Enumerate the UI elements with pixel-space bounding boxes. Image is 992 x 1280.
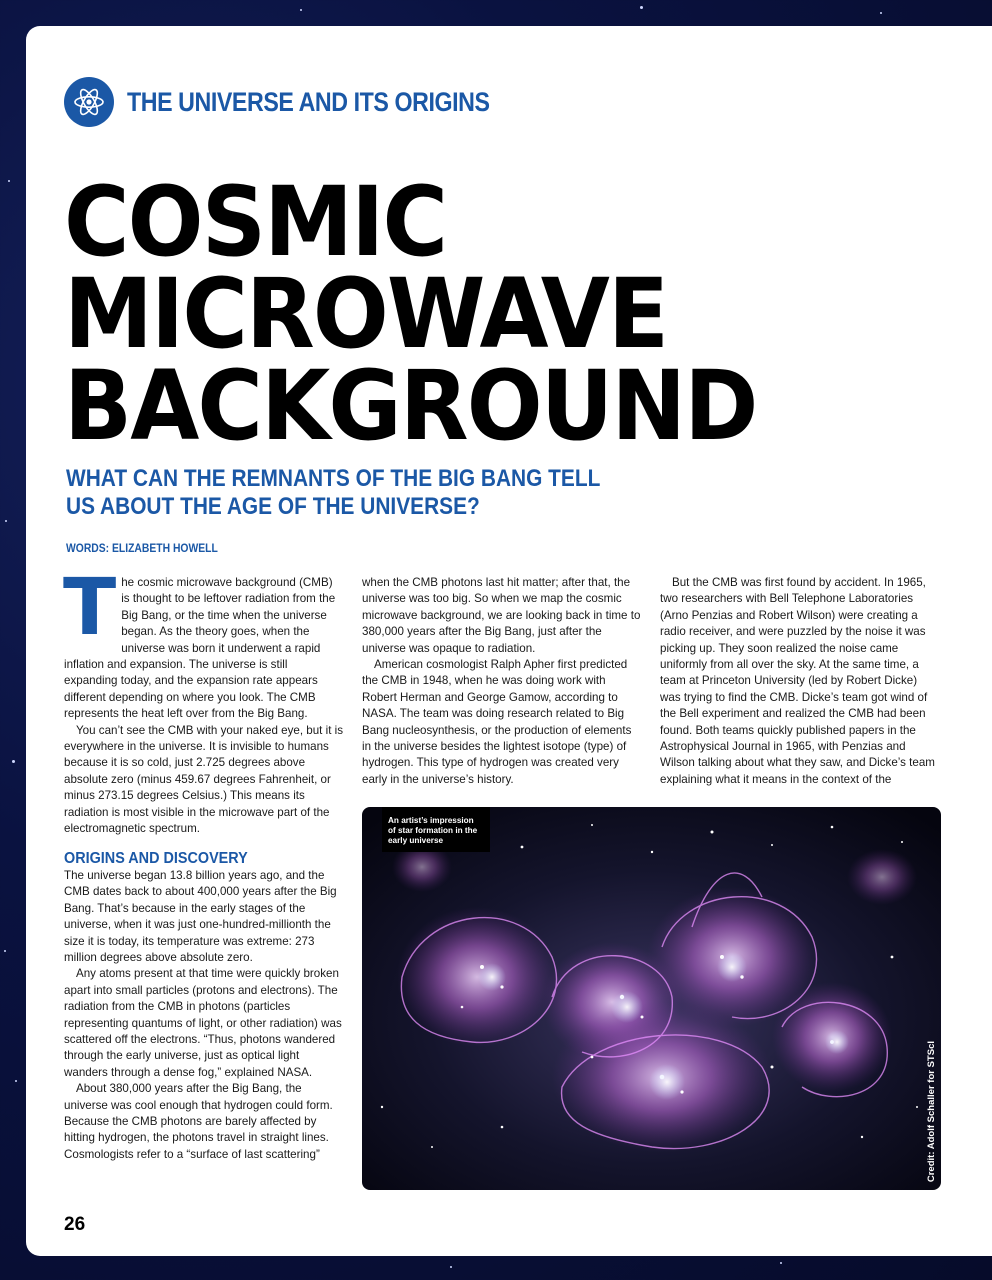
star-formation-image [362, 807, 941, 1190]
article-paragraph: You can’t see the CMB with your naked eye, but it is everywhere in the universe. It is invisible to humans because it is so cold, just 2.725 degrees above absolute zero (minus 459.67 degrees Fahrenheit, or minus 273.15 degrees Celsius.) This means its radiation is most visible in the microwave part of the electromagnetic spectrum. [64, 723, 344, 836]
byline: WORDS: ELIZABETH HOWELL [66, 543, 218, 555]
standfirst: WHAT CAN THE REMNANTS OF THE BIG BANG TELL US ABOUT THE AGE OF THE UNIVERSE? [66, 465, 600, 520]
image-caption: An artist’s impression of star formation in the early universe [382, 807, 490, 852]
article-column-2 [362, 575, 642, 788]
article-column-3 [660, 575, 940, 788]
article-paragraph: Any atoms present at that time were quickly broken apart into small particles (protons and electrons). The radiation from the CMB in photons (particles representing quantums of light, or other radiation) was scattered off the electrons. “Thus, photons wandered through the early universe, just as optical light wanders through a dense fog,” explained NASA. [64, 967, 342, 1079]
article-paragraph: But the CMB was first found by accident. In 1965, two researchers with Bell Telephone Laboratories (Arno Penzias and Robert Wilson) were creating a radio receiver, and were puzzled by the noise it was picking up. They soon realized the noise came uniformly from all over the sky. At the same time, a team at Princeton University (led by Robert Dicke) was trying to find the CMB. Dicke’s team got wind of the Bell experiment and realized the CMB had been found. Both teams quickly published papers in the Astrophysical Journal in 1965, with Penzias and Wilson talking about what they saw, and Dicke’s team explaining what it means in the context of the [660, 576, 935, 786]
headline-line-1: COSMIC [64, 166, 447, 278]
article-column-1 [63, 563, 344, 1163]
drop-cap: T [63, 563, 117, 653]
atom-icon [64, 77, 114, 127]
article-paragraph: when the CMB photons last hit matter; after that, the universe was too big. So when we map the cosmic microwave background, we are looking back in time to 380,000 years after the Big Bang, just after the universe was opaque to radiation. [362, 576, 641, 655]
headline [64, 166, 757, 462]
image-credit: Credit: Adolf Schaller for STScI [926, 1040, 937, 1182]
subheading: ORIGINS AND DISCOVERY [64, 849, 248, 867]
section-title: THE UNIVERSE AND ITS ORIGINS [127, 86, 490, 117]
article-paragraph: American cosmologist Ralph Apher first predicted the CMB in 1948, when he was doing work with Robert Herman and George Gamow, according to NASA. The team was doing research related to Big Bang nucleosynthesis, or the production of elements in the universe besides the lightest isotope (type) of hydrogen. This type of hydrogen was created very early in the universe’s history. [362, 658, 632, 786]
article-paragraph: The universe began 13.8 billion years ago, and the CMB dates back to about 400,000 years after the Big Bang. That’s because in the early stages of the universe, when it was just one-hundred-millionth the size it is today, its temperature was extreme: 273 million degrees above absolute zero. [64, 868, 337, 964]
headline-line-2: MICROWAVE [64, 258, 668, 370]
headline-line-3: BACKGROUND [64, 350, 757, 462]
article-paragraph: About 380,000 years after the Big Bang, the universe was cool enough that hydrogen could form. Because the CMB photons are barely affected by hitting hydrogen, the photons travel in straight lines. Cosmologists refer to a “surface of last scattering” [64, 1082, 333, 1161]
section-header [64, 77, 549, 127]
page-number: 26 [64, 1214, 86, 1235]
article-paragraph: The cosmic microwave background (CMB) is thought to be leftover radiation from the Big Bang, or the time when the universe began. As the theory goes, when the universe was born it underwent a rapid inflation and expansion. The universe is still expanding today, and the expansion rate appears different depending on where you look. The CMB represents the heat left over from the Big Bang. [63, 563, 336, 721]
